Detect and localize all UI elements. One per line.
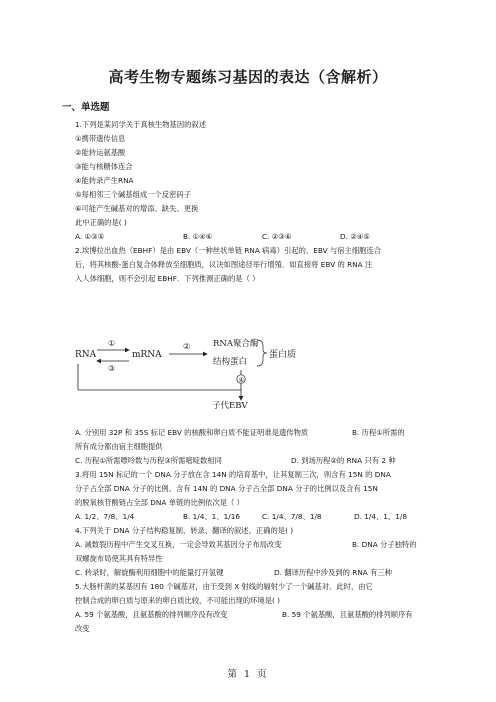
q1-item-1: ①携带遗传信息 <box>75 134 126 143</box>
q2-line-3: 入人体细胞，则不会引起 EBHF．下列推测正确的是（ ） <box>75 274 260 283</box>
document-title: 高考生物专题练习基因的表达（含解析） <box>108 68 388 86</box>
q3-option-d: D. 1/4、1、1/8 <box>354 512 407 521</box>
q3-option-a: A. 1/2、7/8、1/4 <box>75 512 135 521</box>
structural-protein-label: 结构蛋白 <box>213 357 248 367</box>
step-3-marker: ③ <box>108 364 116 373</box>
protein-label: 蛋白质 <box>269 350 297 360</box>
q2-option-c: C. 历程①所需嘌呤数与历程③所需嘧啶数相同 <box>75 456 222 465</box>
progeny-ebv-label: 子代EBV <box>212 401 248 411</box>
q1-item-6: ⑥可能产生碱基对的增添、缺失、更换 <box>75 204 199 213</box>
q1-prompt: 此中正确的是( ) <box>75 218 127 227</box>
q5-line-1: 5.大肠杆菌的某基因有 180 个碱基对，由于受到 X 射线的辐射少了一个碱基对．此时，由它 <box>75 582 373 591</box>
q2-option-a: A. 分别用 32P 和 35S 标记 EBV 的核酸和卵白质不能证明谁是遗传物质 <box>75 428 309 437</box>
q1-option-b: B. ①④⑥ <box>183 232 213 241</box>
q1-item-4: ④能转录产生RNA <box>75 176 134 185</box>
q1-item-5: ⑤每相邻三个碱基组成一个反密码子 <box>75 190 191 199</box>
q1-option-c: C. ②③⑥ <box>262 232 292 241</box>
page-number: 第 1 页 <box>227 669 269 680</box>
q1-option-a: A. ①③⑤ <box>75 232 105 241</box>
section-heading: 一、单选题 <box>62 102 110 113</box>
q3-option-c: C. 1/4、7/8、1/8 <box>262 512 322 521</box>
rna-polymerase-label: RNA聚合酶 <box>213 339 259 349</box>
rna-label: RNA <box>75 350 97 360</box>
q5-line-2: 控制合成的卵白质与原来的卵白质比较，不可能出现的环境是( ) <box>75 596 281 605</box>
q1-option-d: D. ②④⑤ <box>340 232 370 241</box>
q1-item-3: ③能与核糖体连合 <box>75 162 133 171</box>
step-2-marker: ② <box>183 342 191 351</box>
q3-line-2: 分子占全部 DNA 分子的比例、含有 14N 的 DNA 分子占全部 DNA 分子的比例以及含有 15N <box>75 484 378 493</box>
q2-option-b: B. 历程①所需的 <box>352 428 405 437</box>
q5-option-a: A. 59 个氨基酸，且氨基酸的排列顺序没有改变 <box>75 610 228 619</box>
ebv-replication-diagram <box>75 334 335 402</box>
q1-stem: 1.下列是某同学关于真核生物基因的叙述 <box>75 120 207 129</box>
q5-option-b: B. 59 个氨基酸，且氨基酸的排列顺序有 <box>282 610 413 619</box>
step-1-marker: ① <box>108 339 116 348</box>
q2-option-d: D. 到场历程②的 RNA 只有 2 种 <box>291 456 396 465</box>
q2-line-1: 2.埃博拉出血热（EBHF）是由 EBV（一种丝状单链 RNA 病毒）引起的，EBV 与宿主细胞连合 <box>75 246 382 255</box>
q3-option-b: B. 1/4、1、1/16 <box>183 512 241 521</box>
q4-stem: 4.下列关于 DNA 分子结构稳复制、转录、翻译的叙述，正确的是( ) <box>75 526 294 535</box>
q3-line-3: 的脱氧核苷酸链占全部 DNA 单链的比例依次是（ ） <box>75 498 244 507</box>
q4-option-c: C. 转录时，解旋酶利用细胞中的能量打开氢键 <box>75 568 224 577</box>
brace-icon <box>257 340 267 366</box>
step-4-marker: ④ <box>238 376 245 384</box>
q4-option-d: D. 翻译历程中涉及到的 RNA 有三种 <box>274 568 392 577</box>
q4-option-b: B. DNA 分子独特的 <box>352 540 417 549</box>
q2-line-2: 后，将其核酸-蛋白复合体释放至细胞质，议决如图途径举行增殖．如直接将 EBV 的 RNA 注 <box>75 260 373 269</box>
q1-item-2: ②能转运氨基酸 <box>75 148 126 157</box>
q4-option-b-cont: 双螺旋布局使其具有特异性 <box>75 554 163 563</box>
q2-option-b-cont: 所有成分都由宿主细胞提供 <box>75 442 163 451</box>
mrna-label: mRNA <box>132 350 162 360</box>
q5-option-b-cont: 改变 <box>75 624 90 633</box>
q4-option-a: A. 减数裂历程中产生交叉互换，一定会导致其基因分子布局改变 <box>75 540 282 549</box>
q3-line-1: 3.将用 15N 标记的一个 DNA 分子放在含 14N 的培育基中，让其复制三次，则含有 15N 的 DNA <box>75 470 391 479</box>
